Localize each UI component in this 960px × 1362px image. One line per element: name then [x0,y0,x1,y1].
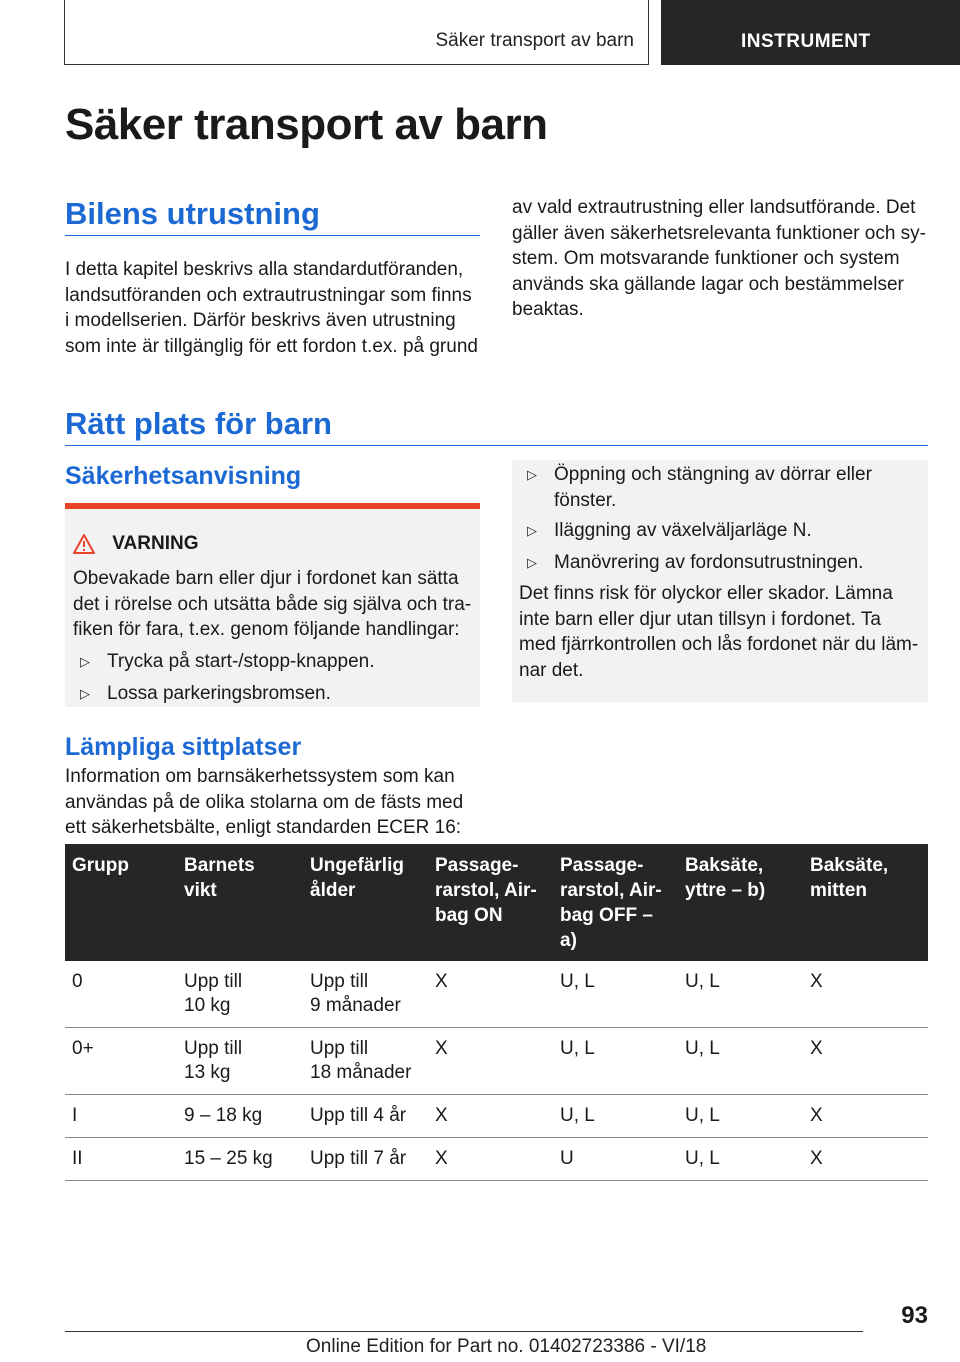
text-line: med fjärrkontrollen och lås fordonet när du läm- [519,634,919,655]
table-cell: U [553,1138,678,1181]
table-header-cell: Baksäte, mitten [803,844,928,961]
table-row [65,1028,928,1095]
text-line: I detta kapitel beskrivs alla standardutföranden, [65,259,464,280]
table-row [65,1138,928,1181]
table-cell: Upp till 10 kg [177,961,303,1028]
table-cell: Upp till 13 kg [177,1028,303,1095]
warning-closing [519,581,924,683]
bullet-text: Lossa parkeringsbromsen. [107,683,331,704]
warning-triangle-icon [73,534,95,554]
header-chapter-label: INSTRUMENT [741,31,871,52]
table-cell: I [65,1095,177,1138]
bullet-marker-icon: ▷ [527,467,537,482]
table-cell: 9 – 18 kg [177,1095,303,1138]
text-line: Obevakade barn eller djur i fordonet kan sätta [73,568,459,589]
table-cell: U, L [678,1138,803,1181]
text-line: nar det. [519,659,584,681]
table-cell: U, L [553,1028,678,1095]
text-line: Det finns risk för olyckor eller skador. Lämna [519,583,893,604]
warning-label: VARNING [112,533,199,554]
table-cell: X [803,961,928,1028]
header-section-box [64,0,649,65]
table-cell: 0 [65,961,177,1028]
table-cell: X [428,1138,553,1181]
text-line: stem. Om motsvarande funktioner och system [512,248,900,269]
warning-bullet [527,518,812,544]
seat-group-table [65,844,928,1181]
text-line: Information om barnsäkerhetssystem som kan [65,766,455,787]
table-row [65,1095,928,1138]
place-heading-rule [65,445,928,446]
warning-bullet [80,681,331,707]
table-cell: Upp till 18 månader [303,1028,428,1095]
table-cell: U, L [678,1028,803,1095]
footer-rule [65,1331,863,1332]
table-header-cell: Baksäte, yttre – b) [678,844,803,961]
text-line: fiken för fara, t.ex. genom följande handlingar: [73,619,460,640]
text-line: inte barn eller djur utan tillsyn i fordonet. Ta [519,608,881,630]
text-line: ett säkerhetsbälte, enligt standarden ECER 16: [65,817,462,838]
table-cell: Upp till 9 månader [303,961,428,1028]
table-cell: Upp till 7 år [303,1138,428,1181]
bullet-text: fönster. [554,489,617,511]
safety-heading: Säkerhetsanvisning [65,462,302,490]
bullet-marker-icon: ▷ [527,523,537,538]
table-cell: X [803,1028,928,1095]
text-line: gäller även säkerhetsrelevanta funktioner och sy- [512,222,927,244]
page-number: 93 [901,1302,928,1329]
table-cell: X [803,1095,928,1138]
table-header-cell: Ungefärlig ålder [303,844,428,961]
table-cell: 15 – 25 kg [177,1138,303,1181]
bullet-marker-icon: ▷ [80,654,90,669]
equipment-text-col1 [65,257,478,359]
table-header-cell: Passage- rarstol, Air- bag ON [428,844,553,961]
table-header-cell: Passage- rarstol, Air- bag OFF – a) [553,844,678,961]
bullet-marker-icon: ▷ [527,555,537,570]
warning-header [73,533,199,555]
table-row [65,961,928,1028]
table-cell: X [428,961,553,1028]
warning-continued-box [512,460,928,702]
table-cell: 0+ [65,1028,177,1095]
table-header-row [65,844,928,961]
text-line: används ska gällande lagar och bestämmelser [512,273,904,295]
table-cell: II [65,1138,177,1181]
table-cell: X [428,1028,553,1095]
text-line: användas på de olika stolarna om de fästs med [65,791,464,813]
page-title: Säker transport av barn [65,100,548,149]
bullet-text: Manövrering av fordonsutrustningen. [554,552,864,573]
footer-edition: Online Edition for Part no. 01402723386 - VI/18 [306,1336,707,1357]
equipment-heading-rule [65,235,480,236]
seats-heading: Lämpliga sittplatser [65,733,302,761]
warning-bullet [527,462,872,513]
bullet-text: Iläggning av växelväljarläge N. [554,520,812,541]
seats-intro [65,764,463,841]
pointing-hand-icon [0,0,24,28]
table-header-cell: Grupp [65,844,177,961]
warning-bullet [80,649,375,675]
equipment-text-col2 [512,195,926,323]
table-cell: X [428,1095,553,1138]
table-cell: U, L [553,1095,678,1138]
table-cell: U, L [553,961,678,1028]
text-line: av vald extrautrustning eller landsutförande. Det [512,197,916,218]
warning-bullet [527,550,863,576]
bullet-text: Öppning och stängning av dörrar eller [554,464,872,485]
place-heading: Rätt plats för barn [65,406,332,441]
equipment-heading: Bilens utrustning [65,196,320,231]
bullet-text: Trycka på start-/stopp-knappen. [107,651,375,672]
text-line: landsutföranden och extrautrustningar som finns [65,284,472,306]
warning-box [65,503,480,707]
text-line: som inte är tillgänglig för ett fordon t.ex. på grund [65,335,478,357]
table-cell: Upp till 4 år [303,1095,428,1138]
text-line: det i rörelse och utsätta både sig själva och tra- [73,593,472,615]
header-chapter-tab [661,0,960,65]
table-header-cell: Barnets vikt [177,844,303,961]
text-line: i modellserien. Därför beskrivs även utrustning [65,310,456,331]
table-cell: U, L [678,1095,803,1138]
text-line: beaktas. [512,299,584,320]
warning-text [73,566,473,643]
table-cell: U, L [678,961,803,1028]
header-section-title: Säker transport av barn [435,30,634,51]
table-cell: X [803,1138,928,1181]
bullet-marker-icon: ▷ [80,686,90,701]
